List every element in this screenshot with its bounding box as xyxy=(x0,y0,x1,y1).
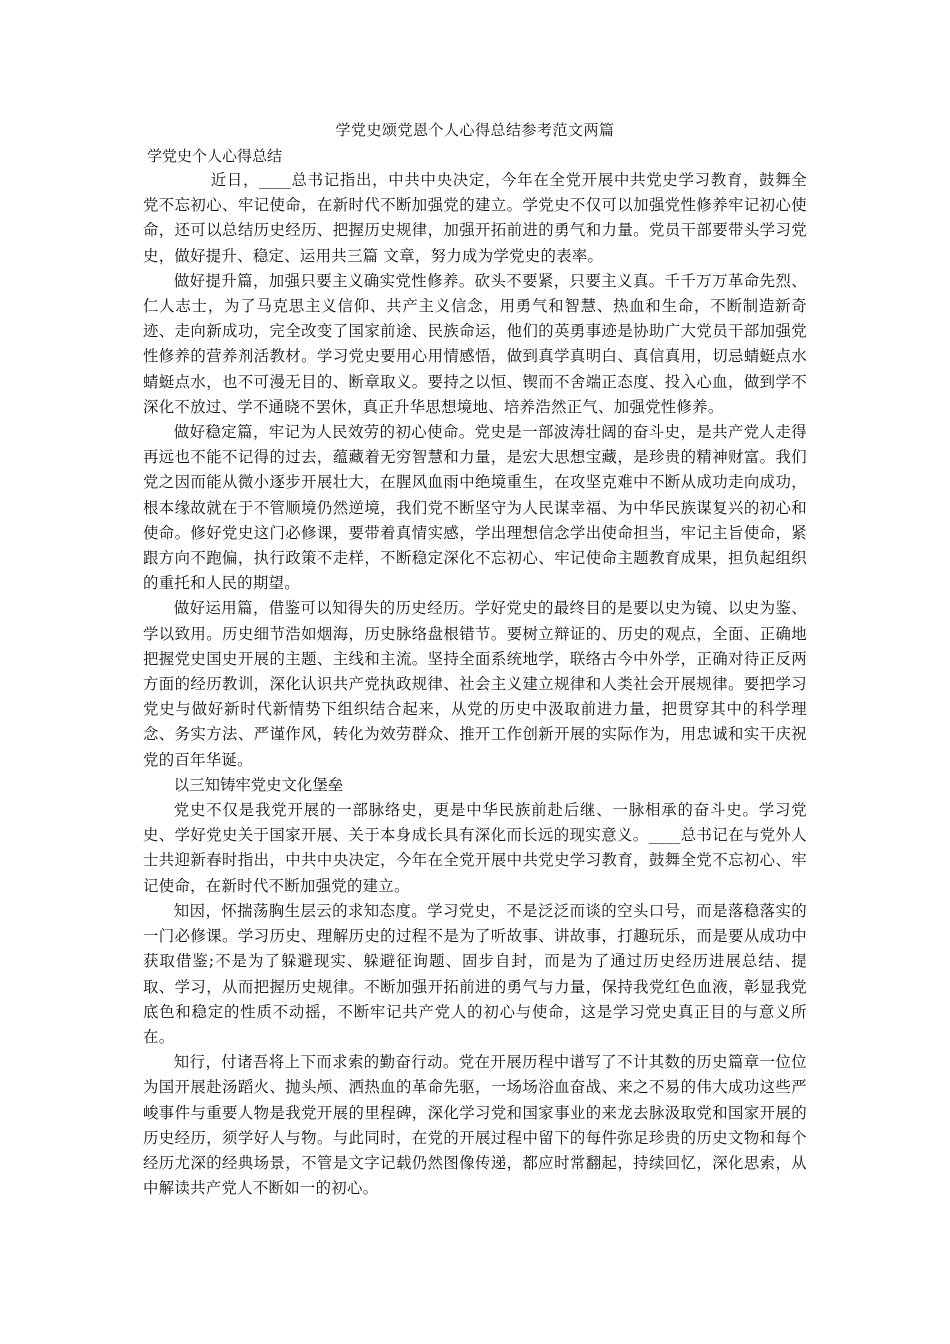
paragraph-zhiyin: 知因，怀揣荡胸生层云的求知态度。学习党史，不是泛泛而谈的空头口号，而是落稳落实的一门必修课。学习历史、理解历史的过程不是为了听故事、讲故事，打趣玩乐，而是要从成功中获取借鉴;不是为了躲避现实、躲避征询题、固步自封，而是为了通过历史经历进展总结、提取、学习，从而把握历史规律。不断加强开拓前进的勇气与力量，保持我党红色血液，彰显我党底色和稳定的性质不动摇，不断牢记共产党人的初心与使命，这是学习党史真正目的与意义所在。 xyxy=(143,901,807,1046)
paragraph-zhixing: 知行，付诸吾将上下而求索的勤奋行动。党在开展历程中谱写了不计其数的历史篇章一位位为国开展赴汤蹈火、抛头颅、洒热血的革命先驱，一场场浴血奋战、来之不易的伟大成功这些严峻事件与重要人物是我党开展的里程碑，深化学习党和国家事业的来龙去脉汲取党和国家开展的历史经历，须学好人与物。与此同时，在党的开展过程中留下的每件弥足珍贵的历史文物和每个经历尤深的经典场景，不管是文字记载仍然图像传递，都应时常翻起，持续回忆，深化思索，从中解读共产党人不断如一的初心。 xyxy=(143,1053,807,1198)
document-subtitle: 学党史个人心得总结 xyxy=(147,147,283,165)
paragraph-section2-intro: 党史不仅是我党开展的一部脉络史，更是中华民族前赴后继、一脉相承的奋斗史。学习党史、学好党史关于国家开展、关于本身成长具有深化而长远的现实意义。____总书记在与党外人士共迎新春时指出，中共中央决定，今年在全党开展中共党史学习教育，鼓舞全党不忘初心、牢记使命，在新时代不断加强党的建立。 xyxy=(143,801,807,895)
paragraph-intro: 近日，____总书记指出，中共中央决定，今年在全党开展中共党史学习教育，鼓舞全党不忘初心、牢记使命，在新时代不断加强党的建立。学党史不仅可以加强党性修养牢记初心使命，还可以总结历史经历、把握历史规律，加强开拓前进的勇气和力量。党员干部要带头学习党史，做好提升、稳定、运用共三篇 文章，努力成为学党史的表率。 xyxy=(143,171,807,265)
section-heading: 以三知铸牢党史文化堡垒 xyxy=(173,775,344,794)
document-title: 学党史颂党恩个人心得总结参考范文两篇 xyxy=(335,121,615,139)
paragraph-wending: 做好稳定篇，牢记为人民效劳的初心使命。党史是一部波涛壮阔的奋斗史，是共产党人走得再远也不能不记得的过去，蕴藏着无穷智慧和力量，是宏大思想宝藏，是珍贵的精神财富。我们党之因而能从微小逐步开展壮大，在腥风血雨中绝境重生，在攻坚克难中不断从成功走向成功，根本缘故就在于不管顺境仍然逆境，我们党不断坚守为人民谋幸福、为中华民族谋复兴的初心和使命。修好党史这门必修课，要带着真情实感，学出理想信念学出使命担当，牢记主旨使命，紧跟方向不跑偏，执行政策不走样，不断稳定深化不忘初心、牢记使命主题教育成果，担负起组织的重托和人民的期望。 xyxy=(143,423,807,593)
paragraph-yunyong: 做好运用篇，借鉴可以知得失的历史经历。学好党史的最终目的是要以史为镜、以史为鉴、学以致用。历史细节浩如烟海，历史脉络盘根错节。要树立辩证的、历史的观点，全面、正确地把握党史国史开展的主题、主线和主流。坚持全面系统地学，联络古今中外学，正确对待正反两方面的经历教训，深化认识共产党执政规律、社会主义建立规律和人类社会开展规律。要把学习党史与做好新时代新情势下组织结合起来，从党的历史中汲取前进力量，把贯穿其中的科学理念、务实方法、严谨作风，转化为效劳群众、推开工作创新开展的实际作为，用忠诚和实干庆祝党的百年华诞。 xyxy=(143,599,807,769)
document-page xyxy=(143,118,807,1201)
paragraph-tisheng: 做好提升篇，加强只要主义确实党性修养。砍头不要紧，只要主义真。千千万万革命先烈、仁人志士，为了马克思主义信仰、共产主义信念，用勇气和智慧、热血和生命，不断制造新奇迹、走向新成功，完全改变了国家前途、民族命运，他们的英勇事迹是协助广大党员干部加强党性修养的营养剂活教材。学习党史要用心用情感悟，做到真学真明白、真信真用，切忌蜻蜓点水蜻蜓点水，也不可漫无目的、断章取义。要持之以恒、锲而不舍端正态度、投入心血，做到学不深化不放过、学不通晓不罢休，真正升华思想境地、培养浩然正气、加强党性修养。 xyxy=(143,271,807,416)
